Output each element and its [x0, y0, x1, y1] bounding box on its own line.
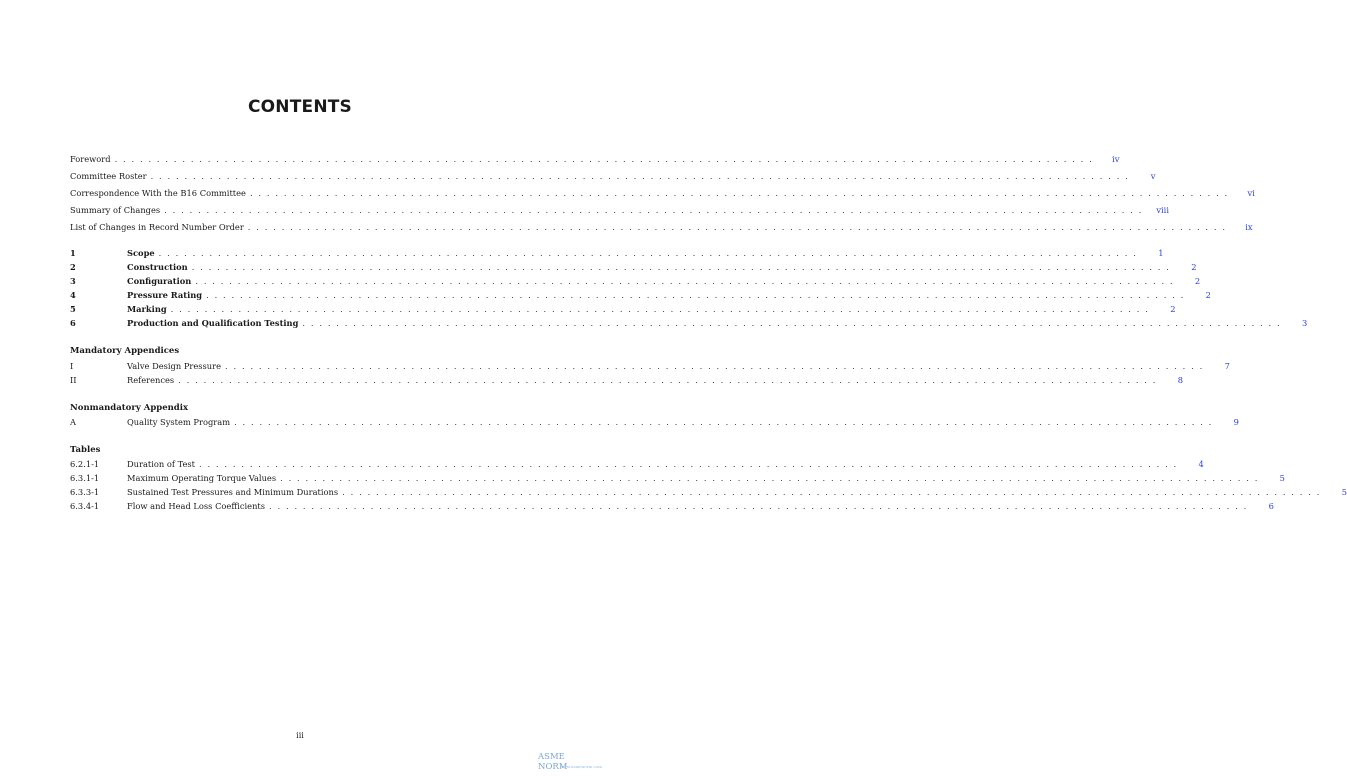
toc-page-link[interactable]: 2: [1170, 304, 1176, 314]
toc-page-link[interactable]: iv: [1112, 154, 1120, 164]
toc-entry-appendix-ii[interactable]: [70, 374, 1184, 387]
toc-entry-label: Sustained Test Pressures and Minimum Durations: [127, 487, 339, 497]
dot-leader: . . . . . . . . . . . . . . . . . . . . . . . . . . . . . . . . . . . . . . . . . . . . . . . . . . . . . . . . . . . . . . . . . . . . . . . . . . . . . . . . . . . . . . . . . . . . . . . . . . . . . . . . . . . . . . . . . . . .: [114, 154, 1094, 164]
toc-entry-table-6-3-3-1[interactable]: [70, 486, 1347, 499]
watermark-text: ASME NORM: [538, 752, 568, 772]
toc-entry-appendix-i[interactable]: [70, 360, 1230, 373]
toc-entry-correspondence[interactable]: [70, 187, 1255, 200]
dot-leader: . . . . . . . . . . . . . . . . . . . . . . . . . . . . . . . . . . . . . . . . . . . . . . . . . . . . . . . . . . . . . . . . . . . . . . . . . . . . . . . . . . . . . . . . . . . . . . . . . . . . . . . . . . . . . . . . . . . .: [302, 318, 1282, 328]
toc-page-link[interactable]: viii: [1156, 205, 1169, 215]
dot-leader: . . . . . . . . . . . . . . . . . . . . . . . . . . . . . . . . . . . . . . . . . . . . . . . . . . . . . . . . . . . . . . . . . . . . . . . . . . . . . . . . . . . . . . . . . . . . . . . . . . . . . . . . . . . . . . . . . . . .: [249, 188, 1229, 198]
toc-page-link[interactable]: 7: [1224, 361, 1230, 371]
toc-entry-committee-roster[interactable]: [70, 170, 1156, 183]
toc-entry-label: Summary of Changes: [70, 205, 161, 215]
toc-entry-section-1[interactable]: [70, 247, 1164, 260]
toc-entry-label: Marking: [127, 304, 167, 314]
watermark-subtext: www.asmenorm.com: [560, 764, 603, 769]
table-number: 6.3.4-1: [70, 501, 100, 511]
toc-page-link[interactable]: 3: [1301, 318, 1308, 328]
toc-entry-foreword[interactable]: [70, 153, 1120, 166]
toc-entry-section-6[interactable]: [70, 317, 1308, 330]
toc-page-link[interactable]: 9: [1233, 417, 1239, 427]
dot-leader: . . . . . . . . . . . . . . . . . . . . . . . . . . . . . . . . . . . . . . . . . . . . . . . . . . . . . . . . . . . . . . . . . . . . . . . . . . . . . . . . . . . . . . . . . . . . . . . . . . . . . . . . . . . . . . . . . . . .: [206, 290, 1185, 300]
table-number: 6.2.1-1: [70, 459, 100, 469]
toc-page-link[interactable]: v: [1150, 171, 1156, 181]
toc-entry-label: Flow and Head Loss Coefficients: [127, 501, 266, 511]
dot-leader: . . . . . . . . . . . . . . . . . . . . . . . . . . . . . . . . . . . . . . . . . . . . . . . . . . . . . . . . . . . . . . . . . . . . . . . . . . . . . . . . . . . . . . . . . . . . . . . . . . . . . . . . . . . . . . . . . . . .: [247, 222, 1227, 232]
toc-entry-table-6-3-1-1[interactable]: [70, 472, 1285, 485]
tables-heading: Tables: [70, 445, 101, 455]
section-number: 2: [70, 262, 76, 272]
toc-entry-label: Foreword: [70, 154, 111, 164]
toc-page-link[interactable]: 5: [1279, 473, 1285, 483]
section-number: 1: [70, 248, 76, 258]
toc-entry-section-4[interactable]: [70, 289, 1211, 302]
dot-leader: . . . . . . . . . . . . . . . . . . . . . . . . . . . . . . . . . . . . . . . . . . . . . . . . . . . . . . . . . . . . . . . . . . . . . . . . . . . . . . . . . . . . . . . . . . . . . . . . . . . . . . . . . . . . . . . . . . . .: [170, 304, 1150, 314]
toc-entry-section-5[interactable]: [70, 303, 1176, 316]
toc-entry-label: Committee Roster: [70, 171, 147, 181]
toc-entry-table-6-2-1-1[interactable]: [70, 458, 1204, 471]
toc-entry-label: Scope: [127, 248, 155, 258]
toc-entry-list-of-changes[interactable]: [70, 221, 1253, 234]
footer-page-number: iii: [296, 731, 304, 740]
dot-leader: . . . . . . . . . . . . . . . . . . . . . . . . . . . . . . . . . . . . . . . . . . . . . . . . . . . . . . . . . . . . . . . . . . . . . . . . . . . . . . . . . . . . . . . . . . . . . . . . . . . . . . . . . . . . . . . . . . . .: [150, 171, 1130, 181]
toc-entry-table-6-3-4-1[interactable]: [70, 500, 1274, 513]
dot-leader: . . . . . . . . . . . . . . . . . . . . . . . . . . . . . . . . . . . . . . . . . . . . . . . . . . . . . . . . . . . . . . . . . . . . . . . . . . . . . . . . . . . . . . . . . . . . . . . . . . . . . . . . . . . . . . . . . . . .: [280, 473, 1259, 483]
toc-entry-label: Valve Design Pressure: [127, 361, 222, 371]
section-number: 5: [70, 304, 76, 314]
toc-page-link[interactable]: 2: [1191, 262, 1197, 272]
toc-page-link[interactable]: 2: [1205, 290, 1211, 300]
appendix-number: A: [70, 417, 76, 427]
toc-entry-section-3[interactable]: [70, 275, 1201, 288]
toc-page-link[interactable]: 8: [1177, 375, 1184, 385]
dot-leader: . . . . . . . . . . . . . . . . . . . . . . . . . . . . . . . . . . . . . . . . . . . . . . . . . . . . . . . . . . . . . . . . . . . . . . . . . . . . . . . . . . . . . . . . . . . . . . . . . . . . . . . . . . . . . . . . . . . .: [269, 501, 1248, 511]
toc-entry-label: List of Changes in Record Number Order: [70, 222, 244, 232]
mandatory-appendices-heading: Mandatory Appendices: [70, 346, 180, 356]
table-number: 6.3.3-1: [70, 487, 100, 497]
toc-entry-label: Duration of Test: [127, 459, 195, 469]
page-title: CONTENTS: [247, 97, 353, 117]
toc-page-link[interactable]: 2: [1194, 276, 1201, 286]
toc-entry-label: Construction: [127, 262, 188, 272]
toc-page-link[interactable]: vi: [1247, 188, 1255, 198]
toc-entry-appendix-a[interactable]: [70, 416, 1239, 429]
appendix-number: I: [70, 361, 74, 371]
toc-page-link[interactable]: 6: [1268, 501, 1274, 511]
toc-entry-label: Maximum Operating Torque Values: [127, 473, 277, 483]
toc-entry-summary-of-changes[interactable]: [70, 204, 1169, 217]
dot-leader: . . . . . . . . . . . . . . . . . . . . . . . . . . . . . . . . . . . . . . . . . . . . . . . . . . . . . . . . . . . . . . . . . . . . . . . . . . . . . . . . . . . . . . . . . . . . . . . . . . . . . . . . . . . . . . . . . . . .: [164, 205, 1143, 215]
appendix-number: II: [70, 375, 77, 385]
dot-leader: . . . . . . . . . . . . . . . . . . . . . . . . . . . . . . . . . . . . . . . . . . . . . . . . . . . . . . . . . . . . . . . . . . . . . . . . . . . . . . . . . . . . . . . . . . . . . . . . . . . . . . . . . . . . . . . . . . . .: [191, 262, 1171, 272]
section-number: 6: [70, 318, 76, 328]
toc-page-link[interactable]: 1: [1158, 248, 1164, 258]
toc-entry-label: Pressure Rating: [127, 290, 203, 300]
toc-entry-section-2[interactable]: [70, 261, 1197, 274]
dot-leader: . . . . . . . . . . . . . . . . . . . . . . . . . . . . . . . . . . . . . . . . . . . . . . . . . . . . . . . . . . . . . . . . . . . . . . . . . . . . . . . . . . . . . . . . . . . . . . . . . . . . . . . . . . . . . . . . . . . .: [198, 459, 1178, 469]
toc-entry-label: References: [127, 375, 175, 385]
toc-page-link[interactable]: ix: [1245, 222, 1253, 232]
toc-page-link[interactable]: 5: [1341, 487, 1347, 497]
toc-entry-label: Configuration: [127, 276, 192, 286]
dot-leader: . . . . . . . . . . . . . . . . . . . . . . . . . . . . . . . . . . . . . . . . . . . . . . . . . . . . . . . . . . . . . . . . . . . . . . . . . . . . . . . . . . . . . . . . . . . . . . . . . . . . . . . . . . . . . . . . . . . .: [234, 417, 1213, 427]
section-number: 3: [70, 276, 76, 286]
toc-page-link[interactable]: 4: [1198, 459, 1204, 469]
section-number: 4: [70, 290, 76, 300]
toc-entry-label: Production and Qualification Testing: [127, 318, 299, 328]
toc-entry-label: Quality System Program: [127, 417, 231, 427]
dot-leader: . . . . . . . . . . . . . . . . . . . . . . . . . . . . . . . . . . . . . . . . . . . . . . . . . . . . . . . . . . . . . . . . . . . . . . . . . . . . . . . . . . . . . . . . . . . . . . . . . . . . . . . . . . . . . . . . . . . .: [342, 487, 1321, 497]
dot-leader: . . . . . . . . . . . . . . . . . . . . . . . . . . . . . . . . . . . . . . . . . . . . . . . . . . . . . . . . . . . . . . . . . . . . . . . . . . . . . . . . . . . . . . . . . . . . . . . . . . . . . . . . . . . . . . . . . . . .: [158, 248, 1138, 258]
dot-leader: . . . . . . . . . . . . . . . . . . . . . . . . . . . . . . . . . . . . . . . . . . . . . . . . . . . . . . . . . . . . . . . . . . . . . . . . . . . . . . . . . . . . . . . . . . . . . . . . . . . . . . . . . . . . . . . . . . . .: [225, 361, 1204, 371]
dot-leader: . . . . . . . . . . . . . . . . . . . . . . . . . . . . . . . . . . . . . . . . . . . . . . . . . . . . . . . . . . . . . . . . . . . . . . . . . . . . . . . . . . . . . . . . . . . . . . . . . . . . . . . . . . . . . . . . . . . .: [178, 375, 1158, 385]
asme-norm-watermark-logo: [538, 752, 603, 772]
nonmandatory-appendix-heading: Nonmandatory Appendix: [70, 403, 189, 413]
toc-entry-label: Correspondence With the B16 Committee: [70, 188, 246, 198]
table-number: 6.3.1-1: [70, 473, 100, 483]
dot-leader: . . . . . . . . . . . . . . . . . . . . . . . . . . . . . . . . . . . . . . . . . . . . . . . . . . . . . . . . . . . . . . . . . . . . . . . . . . . . . . . . . . . . . . . . . . . . . . . . . . . . . . . . . . . . . . . . . . . .: [195, 276, 1175, 286]
